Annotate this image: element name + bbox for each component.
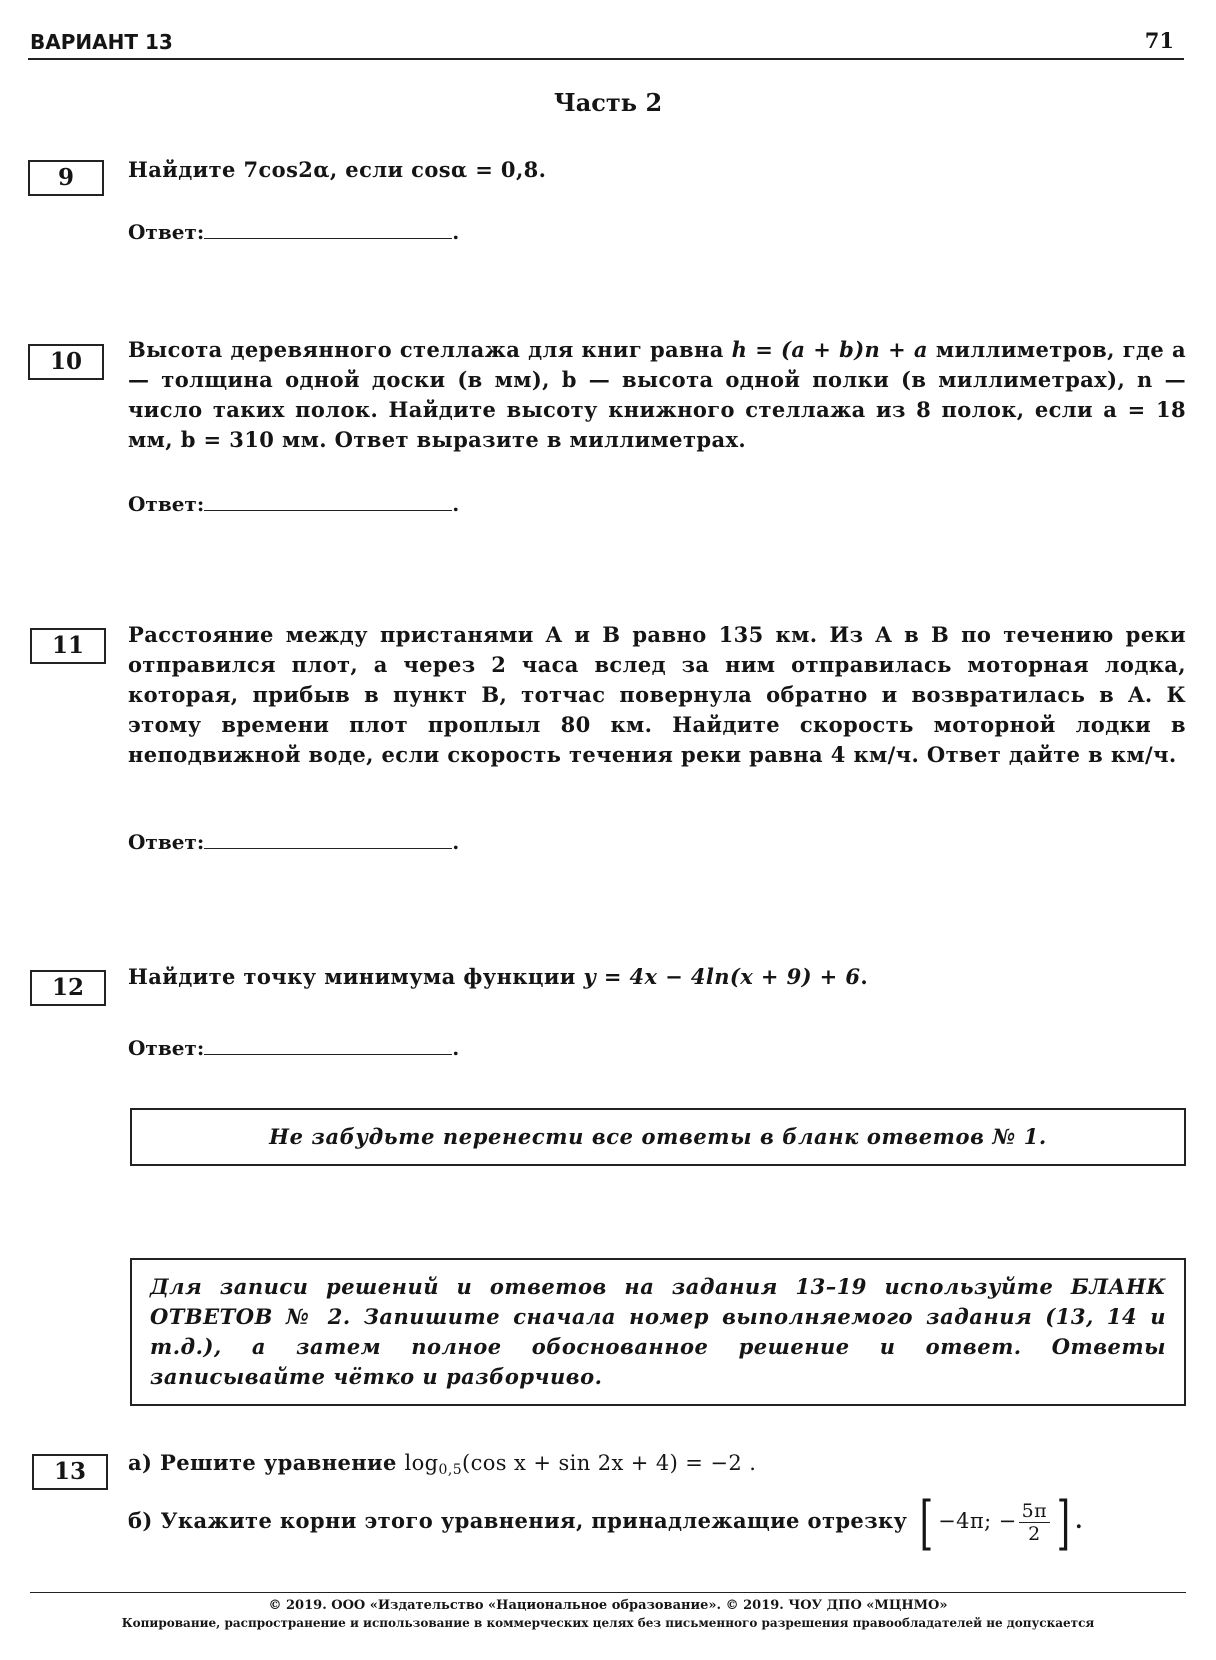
transfer-note: Не забудьте перенести все ответы в бланк ответов № 1. [130, 1108, 1186, 1166]
task-12-number: 12 [30, 970, 106, 1006]
task-10-answer: Ответ: . [128, 492, 460, 516]
task-13-part-b-suffix: . [1075, 1508, 1083, 1533]
answer-label: Ответ: [128, 492, 205, 516]
task-13-part-b [128, 1488, 1186, 1557]
task-13-log: log [404, 1451, 439, 1475]
answer-line[interactable] [204, 490, 452, 511]
task-13-part-a-prefix: а) Решите уравнение [128, 1450, 405, 1475]
task-13-log-base: 0,5 [438, 1462, 462, 1478]
task-12-answer: Ответ: . [128, 1036, 460, 1060]
task-12-formula: y = 4x − 4ln(x + 9) + 6 [583, 964, 861, 989]
task-12-text-b: . [860, 964, 869, 989]
footer-notice: Копирование, распространение и использование в коммерческих целях без письменного разрешения правообладателей не допускается [121, 1616, 1095, 1630]
header-divider [28, 58, 1184, 60]
answer-label: Ответ: [128, 1036, 205, 1060]
task-13-number: 13 [32, 1454, 108, 1490]
fraction-denominator: 2 [1028, 1523, 1041, 1545]
task-10-text-b: миллиметров, где a — толщина одной доски (в мм), b — высота одной полки (в миллиметрах), n — число таких полок. Найдите высоту книжного стеллажа из 8 полок, если a = 18 мм, b = 310 мм. Ответ выразите в миллиметрах. [128, 337, 1186, 452]
interval-fraction [1019, 1500, 1050, 1545]
task-10-text-a: Высота деревянного стеллажа для книг равна [128, 337, 732, 362]
interval-left: −4π; − [938, 1509, 1017, 1533]
task-13-part-b-prefix: б) Укажите корни этого уравнения, принадлежащие отрезку [128, 1508, 916, 1533]
answer-line[interactable] [204, 218, 452, 239]
answer-label: Ответ: [128, 220, 205, 244]
instructions-note: Для записи решений и ответов на задания 13–19 используйте БЛАНК ОТВЕТОВ № 2. Запишите сначала номер выполняемого задания (13, 14 и т.д.), а затем полное обоснованное решение и ответ. Ответы записывайте чётко и разборчиво. [130, 1258, 1186, 1406]
task-12-text-a: Найдите точку минимума функции [128, 964, 584, 989]
task-9-number: 9 [28, 160, 104, 196]
task-10-text [128, 335, 1186, 455]
page-number: 71 [1144, 28, 1174, 53]
footer-divider [30, 1592, 1186, 1593]
variant-label: ВАРИАНТ 13 [30, 30, 173, 54]
right-bracket: ] [1056, 1488, 1071, 1557]
footer-copyright: © 2019. ООО «Издательство «Национальное образование». © 2019. ЧОУ ДПО «МЦНМО» [268, 1598, 948, 1613]
task-12-text [128, 962, 1186, 992]
task-13-part-a [128, 1448, 1186, 1485]
answer-line[interactable] [204, 828, 452, 849]
task-13-equation: (cos x + sin 2x + 4) = −2 . [462, 1451, 757, 1475]
task-10-formula: h = (a + b)n + a [731, 337, 928, 362]
answer-label: Ответ: [128, 830, 205, 854]
task-9-answer: Ответ: . [128, 220, 460, 244]
answer-line[interactable] [204, 1034, 452, 1055]
left-bracket: [ [919, 1488, 934, 1557]
fraction-numerator: 5π [1019, 1500, 1050, 1523]
task-11-answer: Ответ: . [128, 830, 460, 854]
task-11-text: Расстояние между пристанями A и B равно 135 км. Из A в B по течению реки отправился плот, а через 2 часа вслед за ним отправилась моторная лодка, которая, прибыв в пункт B, тотчас повернула обратно и возвратилась в A. К этому времени плот проплыл 80 км. Найдите скорость моторной лодки в неподвижной воде, если скорость течения реки равна 4 км/ч. Ответ дайте в км/ч. [128, 622, 1186, 767]
task-11-number: 11 [30, 628, 106, 664]
task-9-text: Найдите 7cos2α, если cosα = 0,8. [128, 157, 547, 182]
part-title: Часть 2 [553, 88, 663, 117]
task-10-number: 10 [28, 344, 104, 380]
